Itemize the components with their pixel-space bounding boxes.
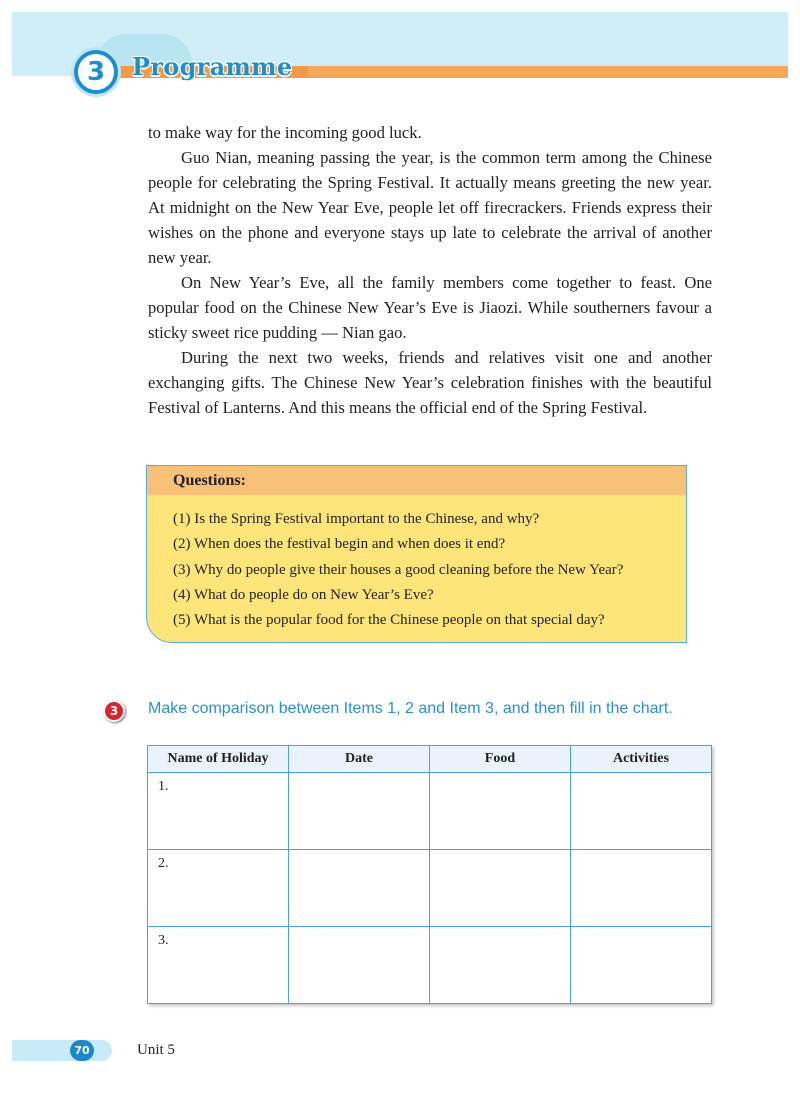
header-date: Date bbox=[289, 746, 430, 773]
header-name-of-holiday: Name of Holiday bbox=[148, 746, 289, 773]
questions-box bbox=[146, 465, 687, 643]
task-instruction: Make comparison between Items 1, 2 and Item 3, and then fill in the chart. bbox=[148, 700, 673, 717]
table-row bbox=[148, 927, 712, 1004]
row-label: 1. bbox=[148, 773, 289, 850]
unit-label: Unit 5 bbox=[137, 1042, 175, 1058]
section-number: 3 bbox=[86, 57, 106, 87]
chart-header-row bbox=[148, 746, 712, 773]
blank-cell-date[interactable] bbox=[289, 773, 430, 850]
question-item: (3) Why do people give their houses a good cleaning before the New Year? bbox=[173, 561, 624, 578]
header-food: Food bbox=[429, 746, 570, 773]
comparison-chart bbox=[147, 745, 712, 1004]
row-label: 2. bbox=[148, 850, 289, 927]
blank-cell-food[interactable] bbox=[429, 927, 570, 1004]
blank-cell-food[interactable] bbox=[429, 850, 570, 927]
table-row bbox=[148, 850, 712, 927]
page-number: 70 bbox=[70, 1040, 94, 1061]
question-item: (1) Is the Spring Festival important to the Chinese, and why? bbox=[173, 511, 540, 527]
footer-bar bbox=[12, 1040, 112, 1061]
paragraph-guo-nian: Guo Nian, meaning passing the year, is the common term among the Chinese people for celebrating the Spring Festival. It actually means greeting the new year. At midnight on the New Year Eve, people let off firecrackers. Friends express their wishes on the phone and everyone stays up late to celebrate the arrival of another new year. bbox=[148, 148, 712, 267]
question-item: (5) What is the popular food for the Chinese people on that special day? bbox=[173, 612, 605, 629]
blank-cell-date[interactable] bbox=[289, 927, 430, 1004]
question-item: (2) When does the festival begin and when does it end? bbox=[173, 536, 506, 553]
table-row bbox=[148, 773, 712, 850]
header-activities: Activities bbox=[570, 746, 711, 773]
reading-passage bbox=[148, 120, 712, 420]
row-label: 3. bbox=[148, 927, 289, 1004]
blank-cell-activities[interactable] bbox=[570, 850, 711, 927]
paragraph-lanterns: During the next two weeks, friends and relatives visit one and another exchanging gifts. The Chinese New Year’s celebration finishes with the beautiful Festival of Lanterns. And this means the official end of the Spring Festival. bbox=[148, 348, 712, 417]
blank-cell-activities[interactable] bbox=[570, 927, 711, 1004]
task-number-badge: 3 bbox=[103, 700, 125, 722]
question-item: (4) What do people do on New Year’s Eve? bbox=[173, 586, 434, 603]
blank-cell-food[interactable] bbox=[429, 773, 570, 850]
paragraph-new-years-eve: On New Year’s Eve, all the family members come together to feast. One popular food on the Chinese New Year’s Eve is Jiaozi. While southerners favour a sticky sweet rice pudding — Nian gao. bbox=[148, 273, 712, 342]
questions-list bbox=[147, 495, 686, 633]
section-title: Programme bbox=[132, 52, 293, 81]
questions-heading: Questions: bbox=[147, 466, 686, 495]
section-number-badge bbox=[74, 50, 118, 94]
blank-cell-date[interactable] bbox=[289, 850, 430, 927]
blank-cell-activities[interactable] bbox=[570, 773, 711, 850]
paragraph-continuation: to make way for the incoming good luck. bbox=[148, 123, 422, 142]
